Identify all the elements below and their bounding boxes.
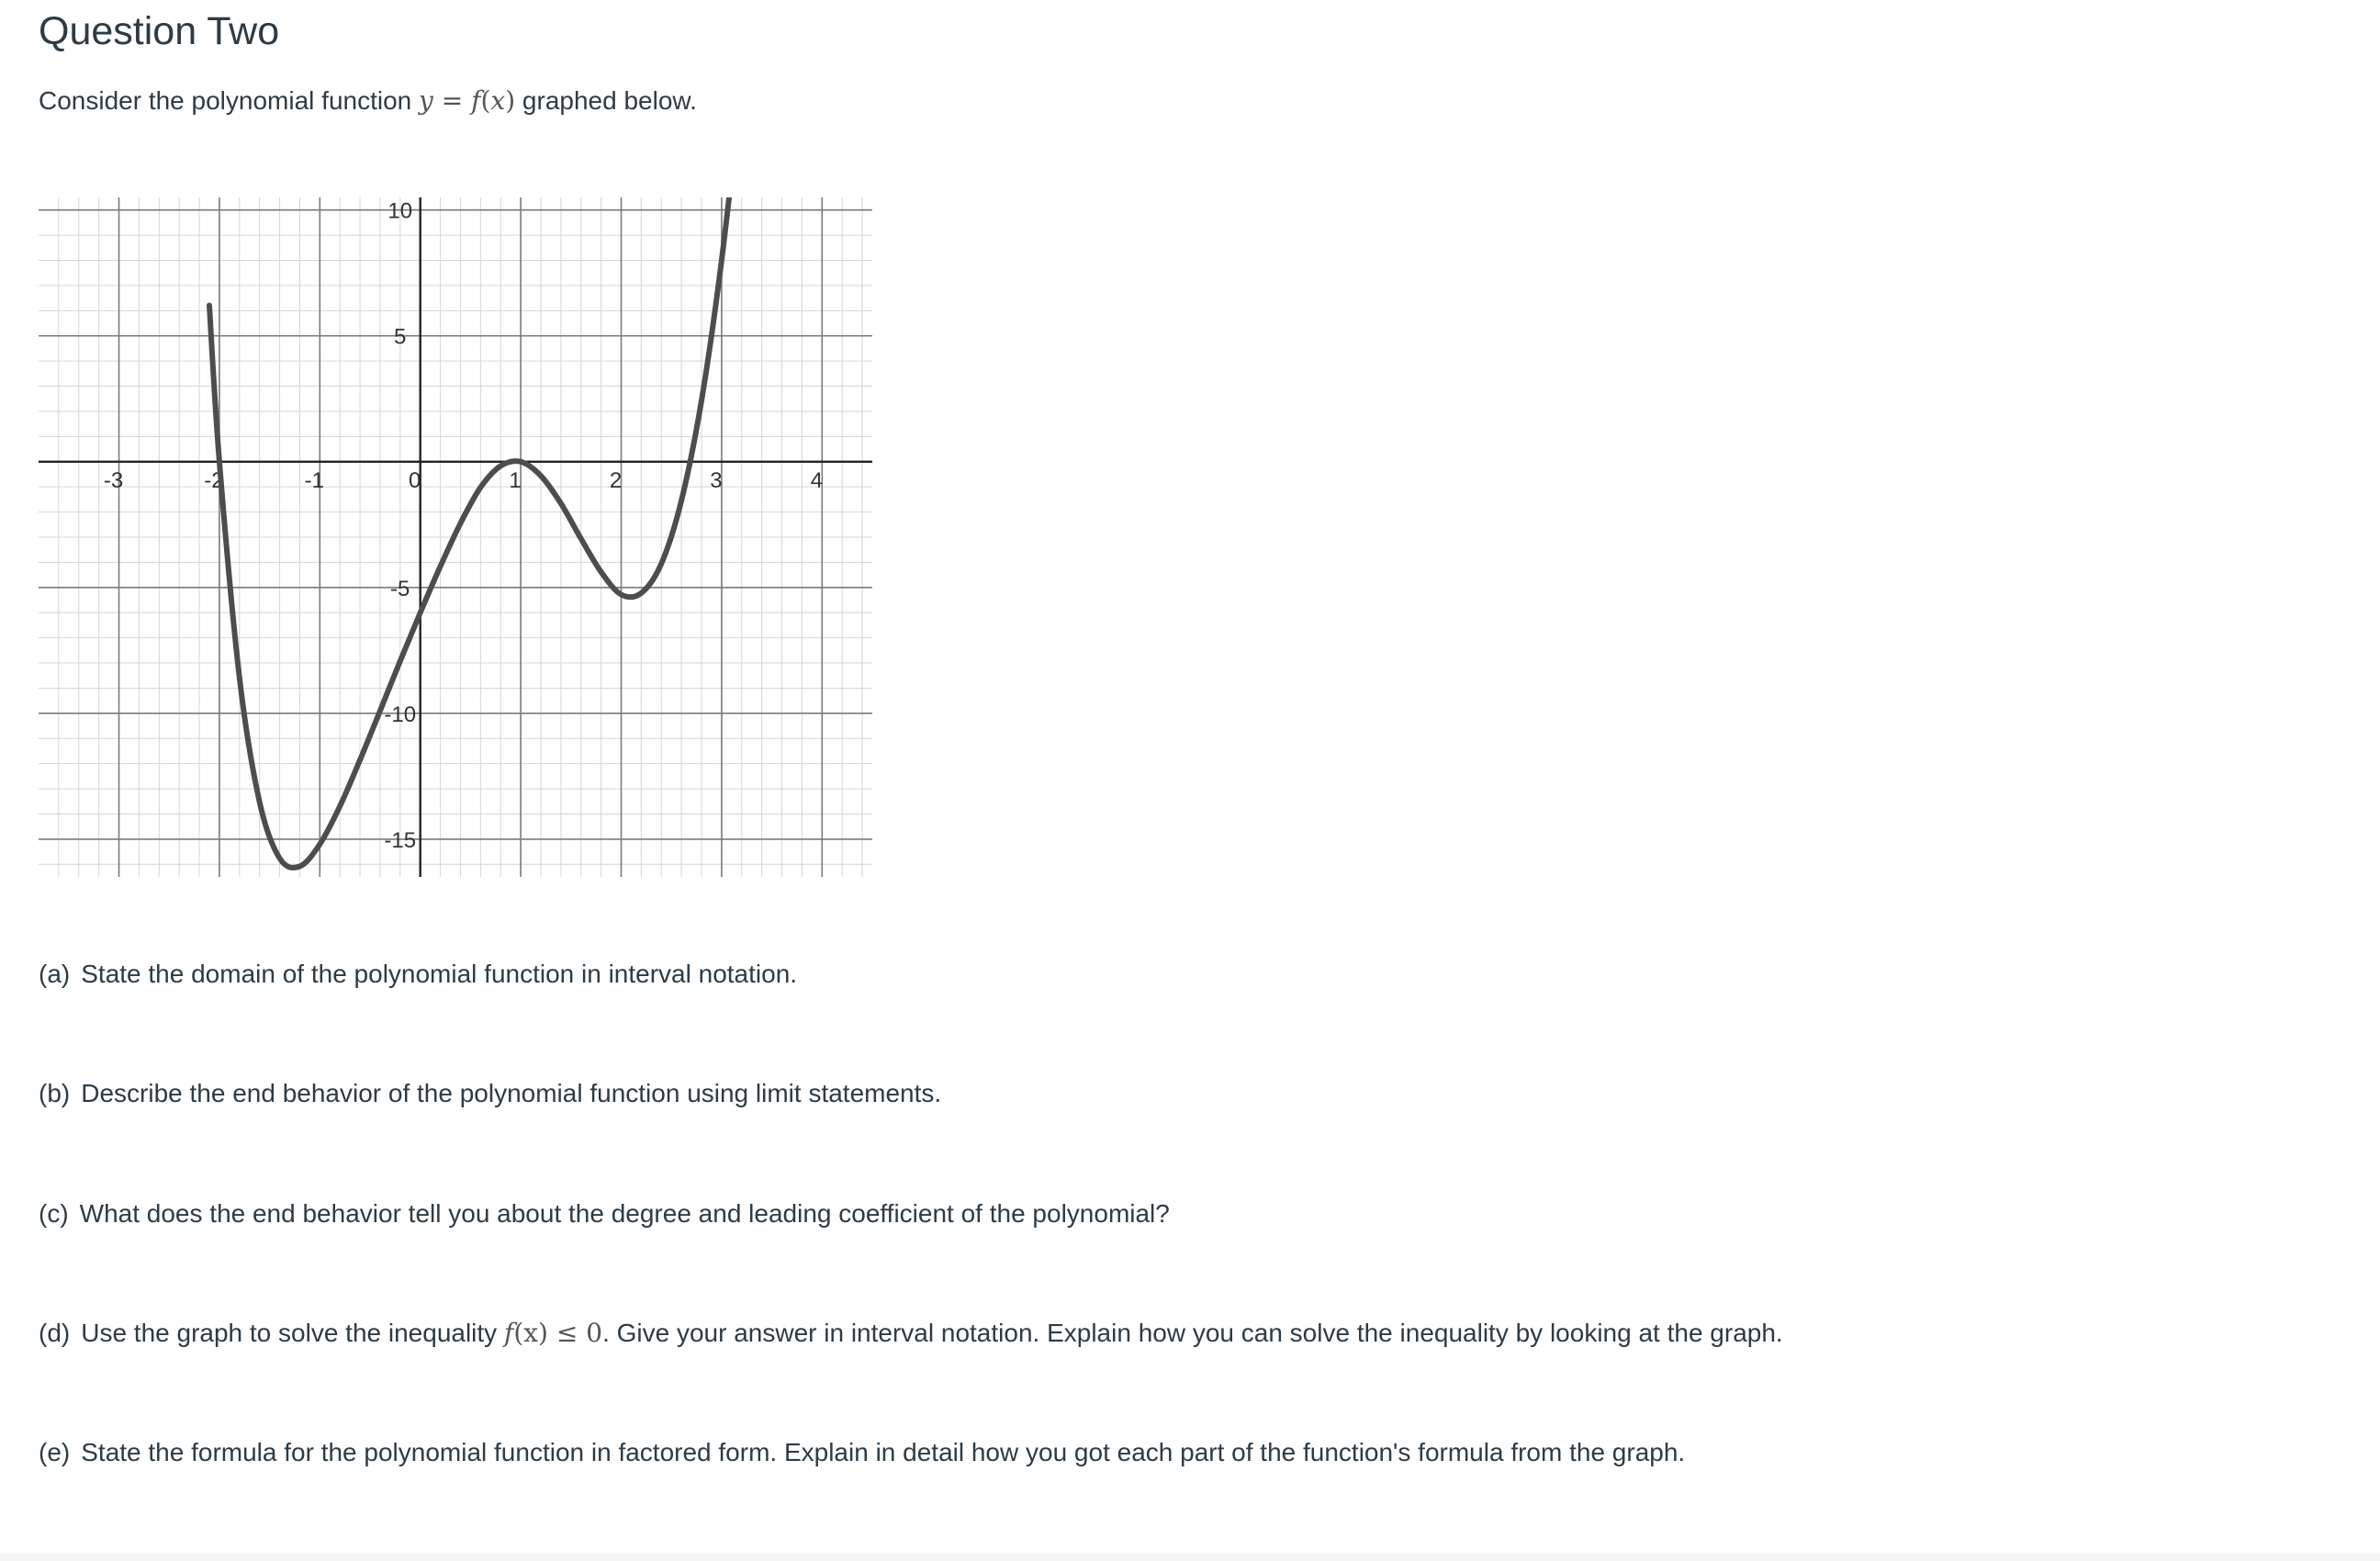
x-tick-label: 4 [810,467,823,493]
x-tick-label: -2 [204,467,224,493]
question-e-label: (e) [39,1438,71,1466]
question-d-math-x: (x) [513,1318,548,1348]
x-tick-label: 3 [710,467,723,493]
question-title: Question Two [39,9,280,53]
question-d-text-before: Use the graph to solve the inequality [81,1319,504,1347]
math-equals: = [432,85,472,116]
math-paren-open: ( [480,85,491,116]
question-b-text: Describe the end behavior of the polynomial function using limit statements. [81,1079,942,1107]
intro-before: Consider the polynomial function [39,86,420,115]
question-b [39,1079,941,1108]
math-paren-close: ) [505,85,516,116]
y-tick-label: 5 [394,324,407,350]
intro-after: graphed below. [515,86,697,115]
question-c-text: What does the end behavior tell you about the degree and leading coefficient of the polynomial? [79,1199,1170,1228]
question-a-label: (a) [39,960,71,988]
footer-band [0,1554,2380,1561]
question-d-math-le: ≤ 0 [547,1318,603,1348]
question-e-text: State the formula for the polynomial function in factored form. Explain in detail how you got each part of the function's formula from the graph. [81,1438,1686,1466]
y-tick-label: -15 [384,827,417,853]
question-d-label: (d) [39,1319,71,1347]
question-b-label: (b) [39,1079,71,1107]
curve-layer [209,197,757,868]
x-tick-label: -3 [103,467,124,493]
math-x: x [490,85,506,116]
x-tick-label: 1 [509,467,522,493]
polynomial-graph [39,197,872,877]
x-tick-label: -1 [304,467,324,493]
question-d-text-after: . Give your answer in interval notation. Explain how you can solve the inequality by looking at the graph. [602,1319,1783,1347]
question-d-math-f: f [503,1318,514,1348]
question-e [39,1438,1685,1467]
question-d [39,1318,1783,1348]
y-tick-label: 10 [387,198,413,224]
polynomial-curve [209,197,757,868]
question-c-label: (c) [39,1199,69,1228]
y-tick-label: -5 [390,576,410,601]
question-a [39,960,797,989]
y-tick-label: -10 [384,702,417,727]
math-y: y [419,85,433,116]
x-tick-label: 0 [409,467,421,493]
math-f: f [471,85,481,116]
intro-text [39,85,697,116]
question-a-text: State the domain of the polynomial function in interval notation. [81,960,798,988]
question-c [39,1199,1170,1229]
x-tick-label: 2 [609,467,623,493]
